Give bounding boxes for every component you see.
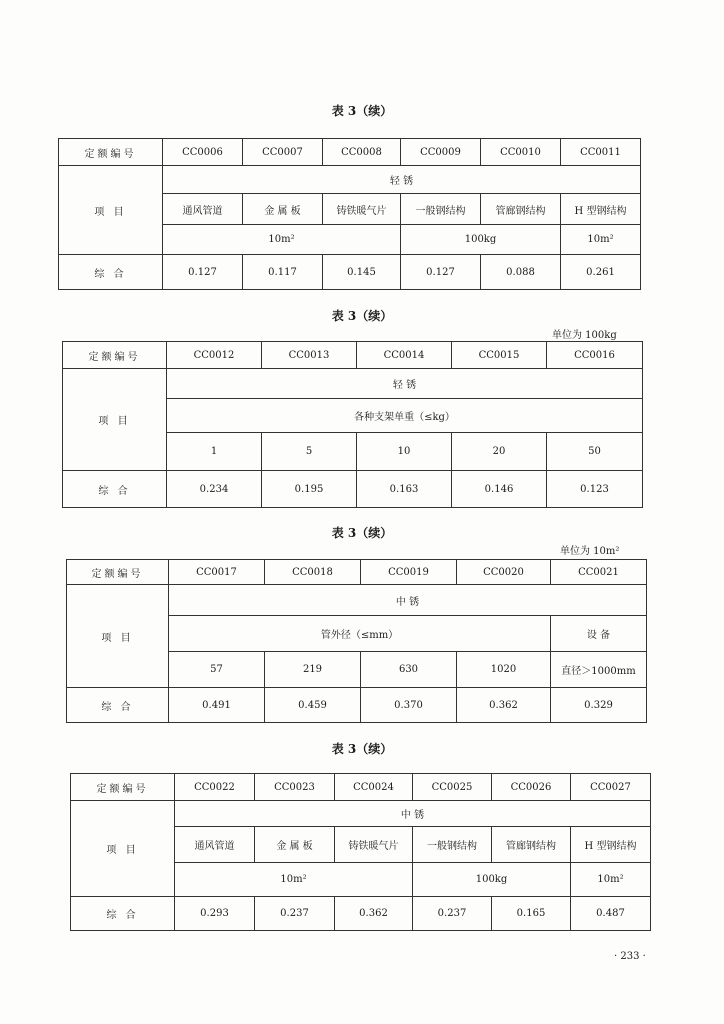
- sum-header: 综 合: [67, 688, 169, 723]
- code-header: 定额编号: [63, 342, 167, 369]
- item-cell: 铸铁暖气片: [335, 827, 413, 863]
- category-cell: 中 锈: [169, 585, 647, 616]
- code-cell: CC0017: [169, 560, 265, 585]
- table-3-title: 表 3（续）: [331, 526, 393, 540]
- value-cell: 0.459: [265, 688, 361, 723]
- code-cell: CC0025: [413, 774, 492, 801]
- size-cell: 1020: [457, 652, 551, 688]
- code-cell: CC0020: [457, 560, 551, 585]
- item-header: 项 目: [71, 801, 175, 897]
- size-cell: 219: [265, 652, 361, 688]
- value-cell: 0.237: [255, 897, 335, 931]
- value-cell: 0.487: [571, 897, 651, 931]
- size-cell: 630: [361, 652, 457, 688]
- value-cell: 0.146: [452, 471, 547, 508]
- value-cell: 0.234: [167, 471, 262, 508]
- table-1-title: 表 3（续）: [331, 104, 393, 118]
- code-cell: CC0014: [357, 342, 452, 369]
- value-cell: 0.261: [561, 255, 641, 290]
- code-cell: CC0016: [547, 342, 643, 369]
- item-header: 项 目: [63, 369, 167, 471]
- sub-header-cell: 管外径（≤mm）: [169, 616, 551, 652]
- weight-cell: 20: [452, 433, 547, 471]
- item-cell: 金 属 板: [243, 194, 323, 225]
- item-cell: 铸铁暖气片: [323, 194, 401, 225]
- code-cell: CC0009: [401, 139, 481, 166]
- item-cell: 管廊钢结构: [492, 827, 571, 863]
- code-cell: CC0027: [571, 774, 651, 801]
- code-cell: CC0021: [551, 560, 647, 585]
- unit-cell: 10m²: [163, 225, 401, 255]
- value-cell: 0.362: [335, 897, 413, 931]
- item-cell: 通风管道: [163, 194, 243, 225]
- table-3-unit: 单位为 10m²: [560, 546, 620, 557]
- size-cell: 57: [169, 652, 265, 688]
- item-cell: 一般钢结构: [401, 194, 481, 225]
- item-cell: 金 属 板: [255, 827, 335, 863]
- item-cell: H 型钢结构: [571, 827, 651, 863]
- table-1: [58, 138, 641, 290]
- value-cell: 0.293: [175, 897, 255, 931]
- item-cell: 一般钢结构: [413, 827, 492, 863]
- value-cell: 0.165: [492, 897, 571, 931]
- code-cell: CC0019: [361, 560, 457, 585]
- code-header: 定额编号: [59, 139, 163, 166]
- weight-cell: 5: [262, 433, 357, 471]
- code-cell: CC0023: [255, 774, 335, 801]
- value-cell: 0.370: [361, 688, 457, 723]
- value-cell: 0.088: [481, 255, 561, 290]
- code-cell: CC0022: [175, 774, 255, 801]
- size-cell: 直径＞1000mm: [551, 652, 647, 688]
- code-header: 定额编号: [67, 560, 169, 585]
- code-cell: CC0010: [481, 139, 561, 166]
- unit-cell: 10m²: [561, 225, 641, 255]
- code-cell: CC0018: [265, 560, 361, 585]
- code-cell: CC0013: [262, 342, 357, 369]
- weight-cell: 50: [547, 433, 643, 471]
- item-cell: 通风管道: [175, 827, 255, 863]
- category-cell: 轻 锈: [167, 369, 643, 399]
- code-cell: CC0006: [163, 139, 243, 166]
- sub-header-cell: 各种支架单重（≤kg）: [167, 399, 643, 433]
- code-cell: CC0012: [167, 342, 262, 369]
- table-2: [62, 341, 643, 508]
- code-cell: CC0007: [243, 139, 323, 166]
- category-cell: 中 锈: [175, 801, 651, 827]
- equipment-cell: 设 备: [551, 616, 647, 652]
- table-2-unit: 单位为 100kg: [552, 330, 617, 341]
- code-cell: CC0026: [492, 774, 571, 801]
- value-cell: 0.117: [243, 255, 323, 290]
- table-2-title: 表 3（续）: [331, 309, 393, 323]
- value-cell: 0.491: [169, 688, 265, 723]
- value-cell: 0.195: [262, 471, 357, 508]
- unit-cell: 100kg: [401, 225, 561, 255]
- value-cell: 0.127: [163, 255, 243, 290]
- sum-header: 综 合: [71, 897, 175, 931]
- page-number: · 233 ·: [614, 951, 646, 962]
- unit-cell: 10m²: [175, 863, 413, 897]
- table-4: [70, 773, 651, 931]
- item-cell: 管廊钢结构: [481, 194, 561, 225]
- code-header: 定额编号: [71, 774, 175, 801]
- code-cell: CC0008: [323, 139, 401, 166]
- value-cell: 0.329: [551, 688, 647, 723]
- table-3: [66, 559, 647, 723]
- code-cell: CC0024: [335, 774, 413, 801]
- code-cell: CC0011: [561, 139, 641, 166]
- value-cell: 0.123: [547, 471, 643, 508]
- value-cell: 0.237: [413, 897, 492, 931]
- value-cell: 0.127: [401, 255, 481, 290]
- sum-header: 综 合: [59, 255, 163, 290]
- value-cell: 0.163: [357, 471, 452, 508]
- sum-header: 综 合: [63, 471, 167, 508]
- weight-cell: 1: [167, 433, 262, 471]
- code-cell: CC0015: [452, 342, 547, 369]
- unit-cell: 10m²: [571, 863, 651, 897]
- value-cell: 0.362: [457, 688, 551, 723]
- item-header: 项 目: [67, 585, 169, 688]
- value-cell: 0.145: [323, 255, 401, 290]
- weight-cell: 10: [357, 433, 452, 471]
- table-4-title: 表 3（续）: [331, 742, 393, 756]
- item-cell: H 型钢结构: [561, 194, 641, 225]
- item-header: 项 目: [59, 166, 163, 255]
- unit-cell: 100kg: [413, 863, 571, 897]
- category-cell: 轻 锈: [163, 166, 641, 194]
